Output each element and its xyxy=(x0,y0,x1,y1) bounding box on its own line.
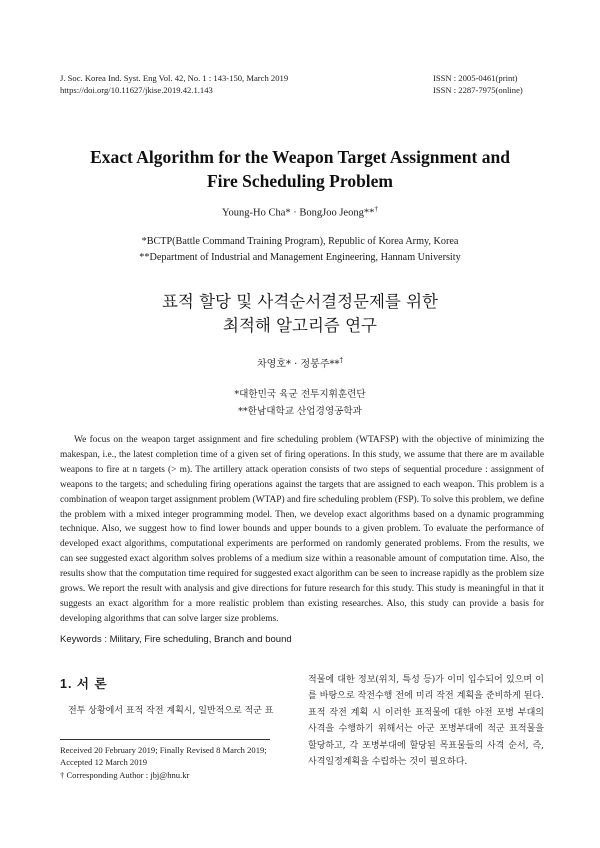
affiliations-ko xyxy=(0,386,600,420)
footnote xyxy=(60,744,267,781)
abstract-text: We focus on the weapon target assignment and fire scheduling problem (WTAFSP) with the objective of minimizing the makespan, i.e., the latest completion time of a given set of firing operations. In this study, we assume that there are m available weapons to fire at n targets (> m). The artillery attack operation consists of two steps of sequential procedure : assignment of weapons to the targets; and scheduling firing operations against the targets that are assigned to each weapon. This problem is a combination of weapon target assignment problem (WTAP) and fire scheduling problem (FSP). To solve this problem, we define the problem with a mixed integer programming model. Then, we develop exact algorithms based on a dynamic programming technique. Also, we suggest how to find lower bounds and upper bounds to a given problem. To evaluate the performance of developed exact algorithms, computational experiments are performed on randomly generated problems. From the results, we can see suggested exact algorithm solves problems of a medium size within a reasonable amount of computation time. Also, the results show that the computation time required for suggested exact algorithm can be seen to increase rapidly as the problem size grows. We report the result with analysis and give directions for future research for this study. This study is meaningful in that it suggests an exact algorithm for a more realistic problem than existing researches. Also, this study can provide a basis for developing algorithms that can solve larger size problems. xyxy=(60,435,544,624)
title-en-line1: Exact Algorithm for the Weapon Target Assignment and xyxy=(90,147,510,167)
authors-en xyxy=(0,204,600,219)
title-ko-line2: 최적해 알고리즘 연구 xyxy=(223,316,377,335)
section-heading-introduction: 1. 서 론 xyxy=(60,677,108,691)
footnote-received: Received 20 February 2019; Finally Revised 8 March 2019; xyxy=(60,745,267,755)
paper-title-en xyxy=(40,145,560,193)
issn-print: ISSN : 2005-0461(print) xyxy=(433,73,518,83)
body-text-right: 적물에 대한 정보(위치, 특성 등)가 이미 입수되어 있으며 이를 바탕으로 작전수행 전에 미리 작전 계획을 준비하게 된다. 표적 작전 계획 시 이러한 표적물에 대한 야전 포병 부대의 사격을 수행하기 위해서는 아군 포병부대에 적군 표적물을 할당하고, 각 포병부대에 할당된 목표물들의 사격 순서, 즉, 사격일정계획을 수립하는 것이 필요하다. xyxy=(308,675,544,768)
issn-online: ISSN : 2287-7975(online) xyxy=(433,85,523,95)
affiliation-en-2: **Department of Industrial and Management Engineering, Hannam University xyxy=(139,252,461,263)
affiliation-ko-1: *대한민국 육군 전투지휘훈련단 xyxy=(234,389,366,400)
authors-en-names: Young-Ho Cha* · BongJoo Jeong** xyxy=(221,207,375,219)
keywords-label: Keywords xyxy=(60,634,102,645)
journal-header xyxy=(60,72,288,96)
authors-ko xyxy=(0,355,600,370)
keywords-separator: : xyxy=(101,634,110,645)
corresponding-mark: † xyxy=(374,204,379,213)
keywords-list: Military, Fire scheduling, Branch and bound xyxy=(109,634,292,645)
affiliations-en xyxy=(0,234,600,266)
issn-block xyxy=(433,72,523,96)
authors-ko-names: 차영호* · 정봉주** xyxy=(257,359,340,370)
corresponding-mark-ko: † xyxy=(339,356,343,365)
title-ko-line1: 표적 할당 및 사격순서결정문제를 위한 xyxy=(161,292,438,311)
footnote-corresponding: † Corresponding Author : jbj@hnu.kr xyxy=(60,769,190,780)
title-en-line2: Fire Scheduling Problem xyxy=(206,171,394,191)
footnote-divider xyxy=(60,739,270,740)
affiliation-en-1: *BCTP(Battle Command Training Program), Republic of Korea Army, Korea xyxy=(141,236,459,247)
abstract xyxy=(60,433,544,627)
body-text-left: 전투 상황에서 표적 작전 계획시, 일반적으로 적군 표 xyxy=(68,706,274,716)
journal-citation: J. Soc. Korea Ind. Syst. Eng Vol. 42, No. 1 : 143-150, March 2019 xyxy=(60,73,289,83)
affiliation-ko-2: **한남대학교 산업경영공학과 xyxy=(238,406,362,417)
keywords xyxy=(60,634,292,645)
footnote-accepted: Accepted 12 March 2019 xyxy=(60,757,148,768)
paper-title-ko xyxy=(40,290,560,338)
doi-link[interactable]: https://doi.org/10.11627/jkise.2019.42.1.143 xyxy=(60,85,213,95)
